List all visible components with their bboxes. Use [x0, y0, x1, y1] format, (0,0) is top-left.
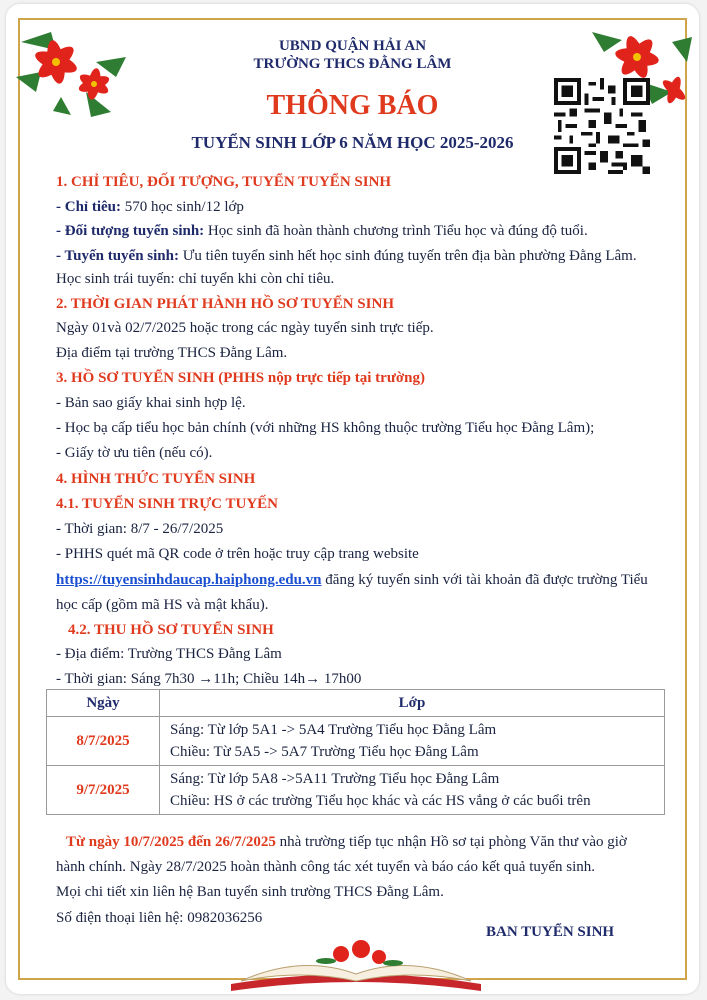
row-classes	[160, 717, 665, 766]
table-header-row	[47, 690, 665, 717]
column-header-class: Lớp	[160, 690, 665, 717]
section-1-title: 1. CHỈ TIÊU, ĐỐI TƯỢNG, TUYỂN TUYỂN SINH	[56, 174, 392, 190]
notice-subtitle: TUYỂN SINH LỚP 6 NĂM HỌC 2025-2026	[191, 133, 514, 152]
row-day: 8/7/2025	[47, 717, 160, 766]
footer-line-2: hành chính. Ngày 28/7/2025 hoàn thành công tác xét tuyển và báo cáo kết quả tuyển sinh.	[56, 859, 596, 875]
off-route-line: Học sinh trái tuyến: chỉ tuyển khi còn chỉ tiêu.	[56, 271, 335, 287]
schedule-table	[46, 689, 665, 815]
footer-line-3: Mọi chi tiết xin liên hệ Ban tuyển sinh trường THCS Đằng Lâm.	[56, 884, 444, 900]
section-2-title: 2. THỜI GIAN PHÁT HÀNH HỒ SƠ TUYỂN SINH	[56, 296, 394, 312]
section-3-title: 3. HỒ SƠ TUYỂN SINH (PHHS nộp trực tiếp tại trường)	[56, 370, 425, 386]
table-row	[47, 766, 665, 815]
dossier-item-3: - Giấy tờ ưu tiên (nếu có).	[56, 445, 213, 461]
footer-line-1: Từ ngày 10/7/2025 đến 26/7/2025 nhà trường tiếp tục nhận Hồ sơ tại phòng Văn thư vào giờ	[66, 834, 627, 850]
table-row	[47, 717, 665, 766]
section-4-2-title: 4.2. THU HỒ SƠ TUYỂN SINH	[68, 622, 274, 638]
qr-code-icon[interactable]	[554, 78, 650, 174]
org-line-2: TRƯỜNG THCS ĐẰNG LÂM	[253, 56, 452, 72]
dossier-item-1: - Bản sao giấy khai sinh hợp lệ.	[56, 395, 246, 411]
signature: BAN TUYỂN SINH	[486, 924, 615, 940]
online-time-line: - Thời gian: 8/7 - 26/7/2025	[56, 521, 224, 537]
route-line: - Tuyến tuyển sinh: Ưu tiên tuyển sinh hết học sinh đúng tuyến trên địa bàn phường Đằng Lâm.	[56, 248, 637, 264]
section-4-1-title: 4.1. TUYỂN SINH TRỰC TUYẾN	[56, 496, 278, 512]
website-link[interactable]: https://tuyensinhdaucap.haiphong.edu.vn	[56, 572, 322, 588]
row-day: 9/7/2025	[47, 766, 160, 815]
row-morning: Sáng: Từ lớp 5A1 -> 5A4 Trường Tiểu học Đằng Lâm	[170, 722, 497, 738]
website-line: https://tuyensinhdaucap.haiphong.edu.vn đăng ký tuyển sinh với tài khoản đã được trường Tiểu	[56, 572, 648, 588]
issue-date-line: Ngày 01và 02/7/2025 hoặc trong các ngày tuyển sinh trực tiếp.	[56, 320, 434, 336]
notice-title: THÔNG BÁO	[266, 90, 439, 121]
collect-time-line: - Thời gian: Sáng 7h30 →11h; Chiều 14h→ 17h00	[56, 671, 362, 687]
row-afternoon: Chiều: HS ở các trường Tiểu học khác và các HS vắng ở các buổi trên	[170, 793, 591, 809]
phone-line: Số điện thoại liên hệ: 0982036256	[56, 910, 263, 926]
section-4-title: 4. HÌNH THỨC TUYỂN SINH	[56, 471, 256, 487]
column-header-day: Ngày	[47, 690, 160, 717]
book-flower-decoration	[221, 929, 491, 994]
account-line: học cấp (gồm mã HS và mật khẩu).	[56, 597, 269, 613]
org-line-1: UBND QUẬN HẢI AN	[278, 38, 427, 54]
row-morning: Sáng: Từ lớp 5A8 ->5A11 Trường Tiểu học Đằng Lâm	[170, 771, 500, 787]
row-afternoon: Chiều: Từ 5A5 -> 5A7 Trường Tiểu học Đằng Lâm	[170, 744, 479, 760]
collect-location-line: - Địa điểm: Trường THCS Đằng Lâm	[56, 646, 282, 662]
dossier-item-2: - Học bạ cấp tiểu học bản chính (với những HS không thuộc trường Tiểu học Đằng Lâm);	[56, 420, 595, 436]
issue-location-line: Địa điểm tại trường THCS Đằng Lâm.	[56, 345, 288, 361]
online-instruction-line: - PHHS quét mã QR code ở trên hoặc truy cập trang website	[56, 546, 419, 562]
quota-line: - Chỉ tiêu: 570 học sinh/12 lớp	[56, 199, 244, 215]
target-line: - Đối tượng tuyển sinh: Học sinh đã hoàn thành chương trình Tiểu học và đúng độ tuổi.	[56, 223, 588, 239]
row-classes	[160, 766, 665, 815]
notice-page	[6, 4, 699, 994]
